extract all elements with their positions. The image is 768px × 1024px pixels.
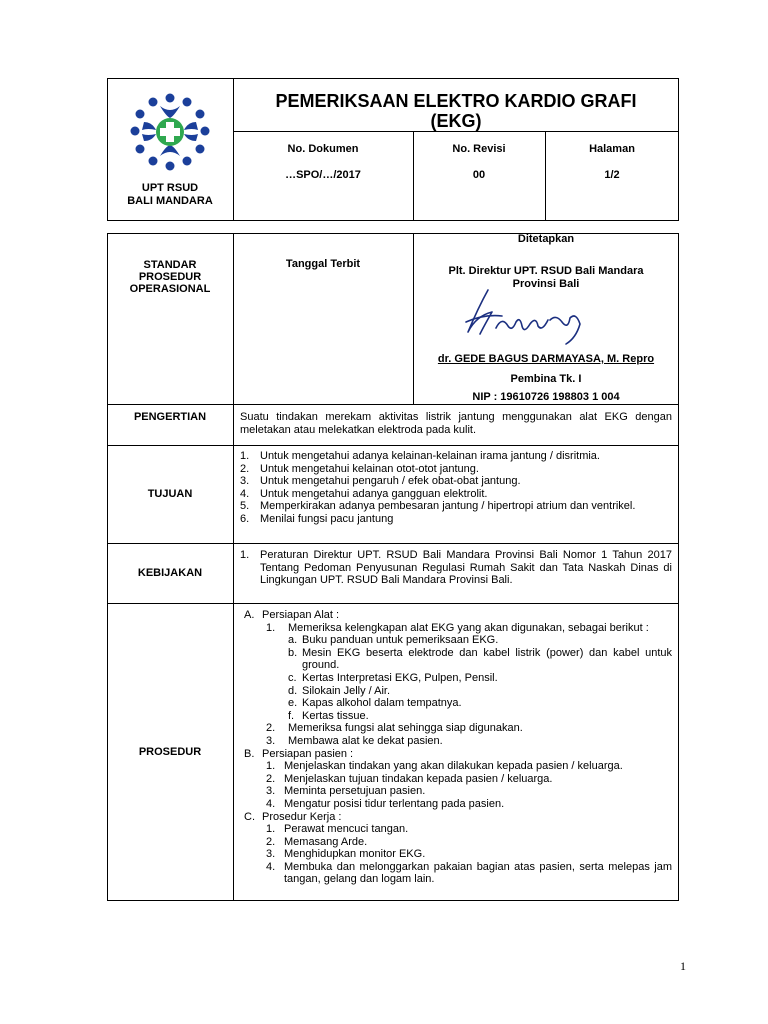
list-item bbox=[244, 848, 672, 861]
tujuan-list bbox=[240, 450, 672, 526]
prosedur-label: PROSEDUR bbox=[138, 746, 202, 758]
hospital-logo bbox=[124, 92, 216, 174]
sop-label-line3: OPERASIONAL bbox=[129, 283, 211, 295]
list-text: Memeriksa fungsi alat sehingga siap digunakan. bbox=[288, 722, 523, 735]
main-divider-label-col bbox=[233, 233, 234, 901]
tujuan-label: TUJUAN bbox=[147, 488, 193, 500]
list-text: Untuk mengetahui adanya kelainan-kelainan irama jantung / disritmia. bbox=[260, 450, 600, 462]
kebijakan-list bbox=[240, 549, 672, 587]
list-item bbox=[240, 463, 672, 476]
list-item bbox=[240, 475, 672, 488]
list-text: Untuk mengetahui adanya gangguan elektrolit. bbox=[260, 487, 488, 500]
signatory-nip: NIP : 19610726 198803 1 004 bbox=[472, 391, 620, 403]
pengertian-text: Suatu tindakan merekam aktivitas listrik jantung menggunakan alat EKG dengan meletakan atau melekatkan elektroda pada kulit. bbox=[240, 411, 672, 436]
section-mark: C. bbox=[244, 810, 255, 823]
list-item bbox=[244, 798, 672, 811]
halaman-value: 1/2 bbox=[604, 169, 620, 181]
list-text: Memperkirakan adanya pembesaran jantung / hipertropi atrium dan ventrikel. bbox=[260, 500, 636, 513]
jabatan-line2: Provinsi Bali bbox=[512, 278, 580, 290]
sub-mark: b. bbox=[288, 646, 298, 659]
list-number: 2. bbox=[240, 462, 250, 475]
list-item bbox=[244, 836, 672, 849]
sub-item bbox=[244, 672, 672, 685]
signatory-name: dr. GEDE BAGUS DARMAYASA, M. Repro bbox=[437, 353, 655, 365]
list-text: Memeriksa kelengkapan alat EKG yang akan digunakan, sebagai berikut : bbox=[288, 621, 649, 634]
list-number: 1. bbox=[266, 823, 276, 836]
list-text: Untuk mengetahui kelainan otot-otot jantung. bbox=[260, 462, 479, 475]
list-item bbox=[244, 622, 672, 635]
section-mark: B. bbox=[244, 747, 255, 760]
sub-item bbox=[244, 634, 672, 647]
list-item bbox=[244, 722, 672, 735]
list-number: 1. bbox=[240, 549, 250, 561]
list-number: 2. bbox=[266, 835, 276, 848]
list-text: Menilai fungsi pacu jantung bbox=[260, 512, 394, 525]
no-revisi-value: 00 bbox=[472, 169, 486, 181]
sub-text: Kapas alkohol dalam tempatnya. bbox=[302, 697, 462, 710]
section-heading bbox=[244, 811, 672, 824]
row-divider-4 bbox=[107, 603, 679, 604]
list-text: Memasang Arde. bbox=[284, 835, 368, 848]
list-item bbox=[240, 549, 672, 587]
ditetapkan-label: Ditetapkan bbox=[517, 233, 575, 245]
sop-label-line2: PROSEDUR bbox=[138, 271, 202, 283]
list-number: 3. bbox=[266, 734, 276, 747]
list-item bbox=[240, 450, 672, 463]
jabatan-line1: Plt. Direktur UPT. RSUD Bali Mandara bbox=[448, 265, 644, 277]
org-name-line1: UPT RSUD bbox=[141, 182, 199, 194]
sub-mark: a. bbox=[288, 634, 298, 647]
list-item bbox=[244, 760, 672, 773]
sub-item bbox=[244, 647, 672, 672]
signatory-rank: Pembina Tk. I bbox=[510, 373, 582, 385]
list-item bbox=[244, 785, 672, 798]
sop-label-line1: STANDAR bbox=[143, 259, 197, 271]
list-number: 5. bbox=[240, 500, 250, 513]
list-item bbox=[240, 500, 672, 513]
list-item bbox=[244, 773, 672, 786]
header-divider-horizontal bbox=[233, 131, 679, 132]
list-number: 4. bbox=[266, 797, 276, 810]
list-number: 1. bbox=[266, 621, 276, 634]
sub-item bbox=[244, 710, 672, 723]
list-number: 3. bbox=[266, 848, 276, 861]
hospital-logo-icon bbox=[124, 92, 216, 174]
sub-mark: f. bbox=[288, 709, 295, 722]
list-number: 3. bbox=[240, 475, 250, 488]
list-item bbox=[240, 513, 672, 526]
sub-mark: c. bbox=[288, 671, 297, 684]
list-item bbox=[244, 823, 672, 836]
no-dokumen-value: …SPO/…/2017 bbox=[285, 169, 361, 181]
list-number: 1. bbox=[266, 760, 276, 773]
pengertian-label: PENGERTIAN bbox=[133, 411, 207, 423]
list-number: 1. bbox=[240, 450, 250, 462]
list-text: Membawa alat ke dekat pasien. bbox=[288, 734, 443, 747]
sub-text: Mesin EKG beserta elektrode dan kabel listrik (power) dan kabel untuk ground. bbox=[302, 646, 672, 672]
list-text: Peraturan Direktur UPT. RSUD Bali Mandara Provinsi Bali Nomor 1 Tahun 2017 Tentang Pedoman Penyusunan Regulasi Rumah Sakit dan Tata Naskah Dinas di Lingkungan UPT. RSUD Bali Mandara Provinsi Bali. bbox=[260, 549, 672, 587]
tanggal-terbit-label: Tanggal Terbit bbox=[285, 258, 361, 270]
sub-text: Buku panduan untuk pemeriksaan EKG. bbox=[302, 634, 499, 647]
list-text: Mengatur posisi tidur terlentang pada pasien. bbox=[284, 797, 505, 810]
no-revisi-label: No. Revisi bbox=[452, 143, 506, 155]
list-number: 4. bbox=[240, 487, 250, 500]
section-mark: A. bbox=[244, 609, 255, 621]
row-divider-3 bbox=[107, 543, 679, 544]
prosedur-content bbox=[244, 609, 672, 886]
list-text: Perawat mencuci tangan. bbox=[284, 823, 409, 836]
org-name-line2: BALI MANDARA bbox=[127, 195, 213, 207]
list-number: 4. bbox=[266, 860, 276, 873]
list-text: Meminta persetujuan pasien. bbox=[284, 785, 426, 798]
list-text: Menghidupkan monitor EKG. bbox=[284, 848, 426, 861]
sub-item bbox=[244, 697, 672, 710]
document-title-line2: (EKG) bbox=[430, 111, 482, 131]
page-number: 1 bbox=[680, 959, 686, 973]
kebijakan-label: KEBIJAKAN bbox=[137, 567, 203, 579]
list-number: 3. bbox=[266, 785, 276, 798]
list-text: Menjelaskan tindakan yang akan dilakukan kepada pasien / keluarga. bbox=[284, 760, 623, 773]
sub-mark: d. bbox=[288, 684, 298, 697]
row-divider-2 bbox=[107, 445, 679, 446]
list-number: 2. bbox=[266, 772, 276, 785]
list-item bbox=[244, 735, 672, 748]
list-item bbox=[240, 488, 672, 501]
list-text: Menjelaskan tujuan tindakan kepada pasien / keluarga. bbox=[284, 772, 553, 785]
list-number: 2. bbox=[266, 722, 276, 735]
no-dokumen-label: No. Dokumen bbox=[287, 143, 359, 155]
section-heading bbox=[244, 609, 672, 622]
section-title: Prosedur Kerja : bbox=[262, 810, 342, 823]
list-text: Membuka dan melonggarkan pakaian bagian atas pasien, serta melepas jam tangan, gelang dan logam lain. bbox=[284, 860, 672, 886]
section-heading bbox=[244, 748, 672, 761]
sub-text: Kertas tissue. bbox=[302, 709, 369, 722]
section-title: Persiapan Alat : bbox=[262, 609, 340, 621]
sub-text: Silokain Jelly / Air. bbox=[302, 684, 391, 697]
sub-text: Kertas Interpretasi EKG, Pulpen, Pensil. bbox=[302, 671, 498, 684]
section-title: Persiapan pasien : bbox=[262, 747, 354, 760]
list-item bbox=[244, 861, 672, 886]
sub-item bbox=[244, 685, 672, 698]
row-divider-1 bbox=[107, 404, 679, 405]
signature-icon bbox=[458, 286, 598, 346]
sub-mark: e. bbox=[288, 697, 298, 710]
list-number: 6. bbox=[240, 512, 250, 525]
list-text: Untuk mengetahui pengaruh / efek obat-obat jantung. bbox=[260, 475, 521, 488]
halaman-label: Halaman bbox=[589, 143, 635, 155]
document-title-line1: PEMERIKSAAN ELEKTRO KARDIO GRAFI bbox=[275, 91, 637, 111]
signature bbox=[458, 286, 598, 346]
